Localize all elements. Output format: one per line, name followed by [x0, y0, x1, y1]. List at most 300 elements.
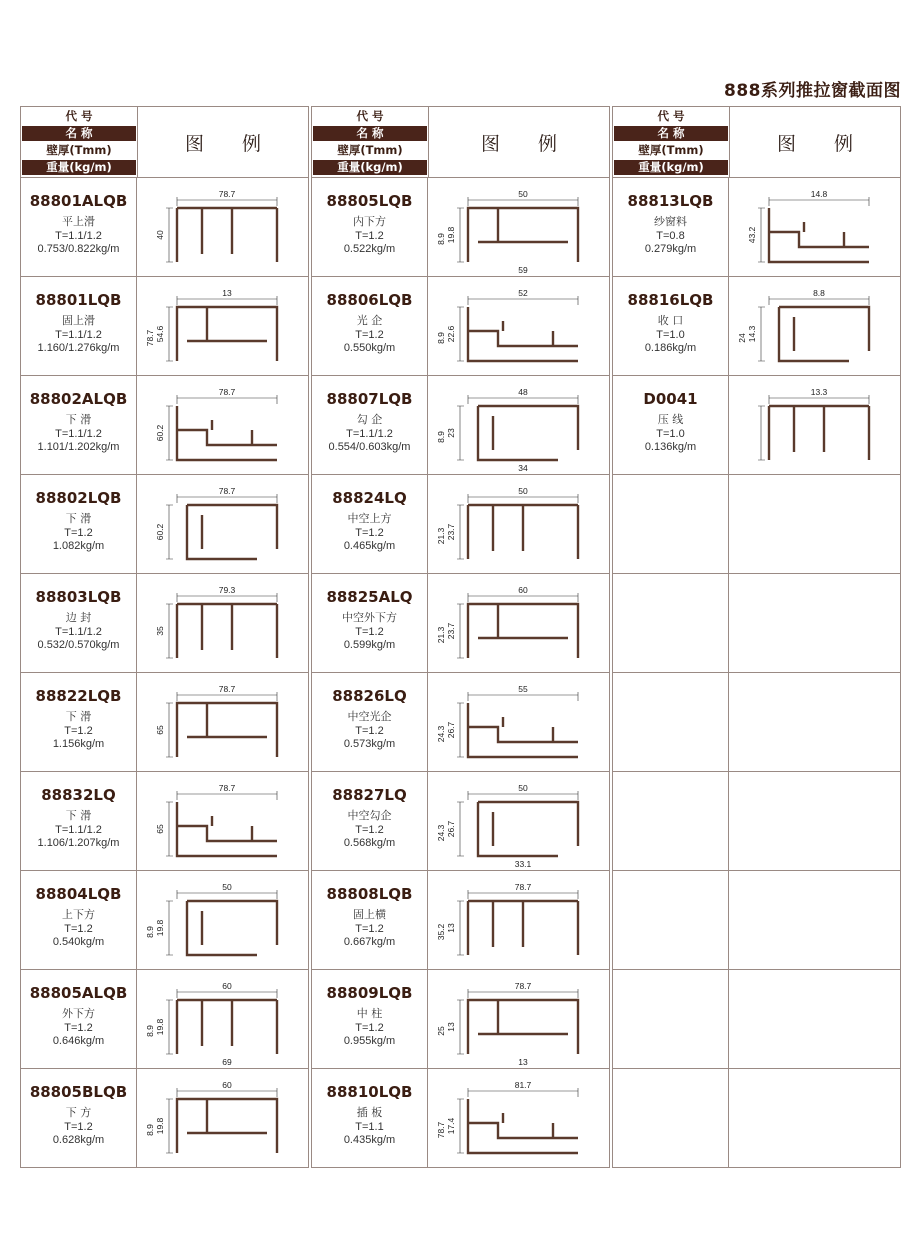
profile-code: 88801LQB — [35, 291, 122, 309]
profile-section-drawing — [137, 475, 307, 573]
profile-name: 平上滑 — [62, 215, 95, 228]
header-labels — [21, 107, 138, 177]
dimension-label: 8.8 — [813, 288, 825, 298]
profile-weight: 0.435kg/m — [343, 1134, 396, 1146]
table-row — [613, 871, 900, 970]
profile-info — [312, 475, 428, 573]
table-row — [613, 178, 900, 277]
header-name: 名 称 — [313, 126, 427, 141]
dimension-label: 78.7 — [218, 387, 236, 397]
dimension-label: 14.3 — [747, 325, 757, 343]
dimension-label: 22.6 — [446, 325, 456, 343]
profile-name: 外下方 — [62, 1007, 95, 1020]
profile-info — [21, 871, 137, 969]
profile-info — [312, 673, 428, 771]
header-weight: 重量(kg/m) — [22, 160, 136, 175]
table-row — [312, 178, 609, 277]
table-row — [21, 376, 308, 475]
dimension-label: 33.1 — [514, 859, 532, 869]
profile-name: 中 柱 — [356, 1007, 383, 1020]
profile-section-drawing — [137, 178, 307, 276]
profile-section-drawing — [729, 1069, 899, 1167]
profile-name: 下 滑 — [65, 710, 92, 723]
dimension-label: 60 — [222, 981, 232, 991]
profile-info — [21, 178, 137, 276]
profile-section-drawing — [137, 574, 307, 672]
profile-section-drawing — [428, 277, 608, 375]
dimension-label: 78.7 — [218, 486, 236, 496]
profile-weight: 0.753/0.822kg/m — [37, 243, 120, 255]
header-code: 代 号 — [22, 109, 136, 124]
profile-section-drawing — [428, 772, 608, 870]
profile-code: 88832LQ — [41, 786, 116, 804]
profile-thickness: T=1.1/1.2 — [55, 230, 102, 242]
header-figure: 图 例 — [776, 132, 870, 155]
profile-name: 固上滑 — [62, 314, 95, 327]
profile-name: 纱窗料 — [654, 215, 687, 228]
profile-weight: 0.554/0.603kg/m — [328, 441, 411, 453]
profile-code: 88807LQB — [326, 390, 413, 408]
profile-section-drawing — [729, 970, 899, 1068]
profile-figure — [729, 1069, 900, 1167]
dimension-label: 60.2 — [155, 424, 165, 442]
profile-section-drawing — [137, 772, 307, 870]
profile-weight: 0.599kg/m — [343, 639, 396, 651]
profile-section-drawing — [137, 871, 307, 969]
table-row — [613, 673, 900, 772]
header-labels — [613, 107, 730, 177]
profile-weight: 0.465kg/m — [343, 540, 396, 552]
profile-thickness: T=1.2 — [355, 1022, 384, 1034]
profile-name: 勾 企 — [356, 413, 383, 426]
profile-info — [21, 970, 137, 1068]
header-figure: 图 例 — [184, 132, 278, 155]
profile-info — [613, 871, 729, 969]
profile-figure — [428, 475, 609, 573]
profile-figure — [729, 475, 900, 573]
dimension-label: 60 — [518, 585, 528, 595]
dimension-label: 8.9 — [436, 431, 446, 443]
profile-code: 88801ALQB — [29, 192, 128, 210]
header-name: 名 称 — [614, 126, 728, 141]
profile-figure — [137, 772, 308, 870]
profile-section-drawing — [729, 673, 899, 771]
profile-info — [613, 772, 729, 870]
table-row — [613, 1069, 900, 1167]
profile-thickness: T=1.1/1.2 — [55, 626, 102, 638]
profile-section-drawing — [428, 871, 608, 969]
table-row — [312, 1069, 609, 1167]
profile-code: 88816LQB — [627, 291, 714, 309]
profile-info — [21, 673, 137, 771]
header-name: 名 称 — [22, 126, 136, 141]
profile-info — [613, 475, 729, 573]
dimension-label: 13 — [446, 923, 456, 933]
profile-section-drawing — [137, 1069, 307, 1167]
profile-weight: 0.955kg/m — [343, 1035, 396, 1047]
profile-weight: 1.101/1.202kg/m — [37, 441, 120, 453]
profile-name: 中空勾企 — [347, 809, 392, 822]
table-row — [312, 673, 609, 772]
profile-weight: 0.573kg/m — [343, 738, 396, 750]
table-row — [312, 871, 609, 970]
profile-name: 中空外下方 — [342, 611, 397, 624]
profile-figure — [729, 871, 900, 969]
profile-info — [613, 178, 729, 276]
dimension-label: 24.3 — [436, 725, 446, 743]
profile-info — [21, 772, 137, 870]
profile-code: 88808LQB — [326, 885, 413, 903]
header-code: 代 号 — [313, 109, 427, 124]
table-row — [613, 970, 900, 1069]
column-header — [312, 107, 609, 178]
dimension-label: 65 — [155, 725, 165, 735]
profile-weight: 0.667kg/m — [343, 936, 396, 948]
header-thickness: 壁厚(Tmm) — [22, 143, 136, 158]
profile-figure — [428, 871, 609, 969]
profile-figure — [729, 178, 900, 276]
dimension-label: 50 — [518, 189, 528, 199]
table-row — [312, 376, 609, 475]
dimension-label: 78.7 — [514, 882, 532, 892]
profile-figure — [137, 475, 308, 573]
profile-info — [21, 376, 137, 474]
dimension-label: 19.8 — [446, 226, 456, 244]
profile-figure — [729, 772, 900, 870]
dimension-label: 55 — [518, 684, 528, 694]
profile-weight: 0.646kg/m — [52, 1035, 105, 1047]
profile-figure — [729, 376, 900, 474]
profile-info — [312, 772, 428, 870]
dimension-label: 50 — [222, 882, 232, 892]
dimension-label: 78.7 — [218, 189, 236, 199]
profile-section-drawing — [729, 871, 899, 969]
profile-info — [21, 277, 137, 375]
profile-info — [312, 970, 428, 1068]
profile-thickness: T=1.1/1.2 — [55, 428, 102, 440]
dimension-label: 25 — [436, 1026, 446, 1036]
profile-section-drawing — [729, 178, 899, 276]
dimension-label: 78.7 — [218, 783, 236, 793]
table-row — [312, 574, 609, 673]
dimension-label: 60 — [222, 1080, 232, 1090]
profile-weight: 0.628kg/m — [52, 1134, 105, 1146]
profile-figure — [137, 277, 308, 375]
profile-section-drawing — [729, 574, 899, 672]
profile-thickness: T=1.2 — [64, 1022, 93, 1034]
dimension-label: 21.3 — [436, 527, 446, 545]
dimension-label: 13 — [222, 288, 232, 298]
dimension-label: 78.7 — [514, 981, 532, 991]
table-row — [21, 277, 308, 376]
dimension-label: 81.7 — [514, 1080, 532, 1090]
profile-figure — [428, 1069, 609, 1167]
profile-thickness: T=1.1/1.2 — [346, 428, 393, 440]
dimension-label: 13 — [446, 1022, 456, 1032]
profile-weight: 1.156kg/m — [52, 738, 105, 750]
profile-thickness: T=1.0 — [656, 329, 685, 341]
profile-thickness: T=1.1/1.2 — [55, 329, 102, 341]
table-row — [21, 1069, 308, 1167]
profile-code: 88810LQB — [326, 1083, 413, 1101]
dimension-label: 35.2 — [436, 923, 446, 941]
profile-code: 88805BLQB — [29, 1083, 128, 1101]
profile-thickness: T=1.2 — [355, 725, 384, 737]
profile-section-drawing — [428, 475, 608, 573]
table-row — [613, 574, 900, 673]
profile-code: 88806LQB — [326, 291, 413, 309]
profile-thickness: T=1.1 — [355, 1121, 384, 1133]
profile-name: 固上横 — [353, 908, 386, 921]
profile-section-drawing — [137, 673, 307, 771]
profile-weight: 0.279kg/m — [644, 243, 697, 255]
profile-weight: 0.532/0.570kg/m — [37, 639, 120, 651]
header-weight: 重量(kg/m) — [313, 160, 427, 175]
profile-name: 内下方 — [353, 215, 386, 228]
table-row — [312, 475, 609, 574]
profile-section-drawing — [428, 673, 608, 771]
profile-info — [312, 376, 428, 474]
profile-thickness: T=1.2 — [355, 329, 384, 341]
header-figure: 图 例 — [480, 132, 574, 155]
dimension-label: 43.2 — [747, 226, 757, 244]
profile-code: 88803LQB — [35, 588, 122, 606]
profile-info — [613, 970, 729, 1068]
profile-info — [613, 673, 729, 771]
profile-section-drawing — [428, 1069, 608, 1167]
column-header — [21, 107, 308, 178]
profile-name: 中空上方 — [347, 512, 392, 525]
dimension-label: 8.9 — [145, 1025, 155, 1037]
dimension-label: 26.7 — [446, 721, 456, 739]
dimension-label: 21.3 — [436, 626, 446, 644]
dimension-label: 14.8 — [810, 189, 828, 199]
dimension-label: 78.7 — [436, 1121, 446, 1139]
profile-thickness: T=1.2 — [355, 824, 384, 836]
profile-figure — [729, 970, 900, 1068]
profile-code: 88802LQB — [35, 489, 122, 507]
profile-name: 收 口 — [657, 314, 684, 327]
dimension-label: 19.8 — [155, 1018, 165, 1036]
profile-figure — [428, 970, 609, 1068]
table-row — [21, 871, 308, 970]
profile-thickness: T=1.2 — [355, 923, 384, 935]
dimension-label: 79.3 — [218, 585, 236, 595]
profile-figure — [428, 178, 609, 276]
profile-code: 88813LQB — [627, 192, 714, 210]
header-thickness: 壁厚(Tmm) — [313, 143, 427, 158]
profile-code: D0041 — [643, 390, 698, 408]
table-row — [613, 277, 900, 376]
dimension-label: 17.4 — [446, 1117, 456, 1135]
dimension-label: 13 — [518, 1057, 528, 1067]
profile-name: 边 封 — [65, 611, 92, 624]
profile-section-drawing — [729, 475, 899, 573]
profile-info — [613, 574, 729, 672]
profile-code: 88822LQB — [35, 687, 122, 705]
dimension-label: 8.9 — [436, 332, 446, 344]
table-row — [312, 277, 609, 376]
table-row — [613, 475, 900, 574]
profile-thickness: T=0.8 — [656, 230, 685, 242]
profile-figure — [729, 574, 900, 672]
profile-thickness: T=1.2 — [64, 1121, 93, 1133]
profile-thickness: T=1.2 — [355, 626, 384, 638]
profile-thickness: T=1.2 — [64, 725, 93, 737]
dimension-label: 59 — [518, 265, 528, 275]
profile-code: 88805ALQB — [29, 984, 128, 1002]
profile-weight: 1.160/1.276kg/m — [37, 342, 120, 354]
profile-name: 下 方 — [65, 1106, 92, 1119]
profile-figure — [428, 277, 609, 375]
profile-code: 88826LQ — [332, 687, 407, 705]
table-row — [21, 673, 308, 772]
table-row — [312, 772, 609, 871]
profile-code: 88825ALQ — [326, 588, 413, 606]
profile-name: 插 板 — [356, 1106, 383, 1119]
dimension-label: 23 — [446, 428, 456, 438]
dimension-label: 78.7 — [145, 329, 155, 347]
profile-name: 下 滑 — [65, 413, 92, 426]
dimension-label: 24 — [737, 333, 747, 343]
profile-code: 88805LQB — [326, 192, 413, 210]
header-labels — [312, 107, 429, 177]
profile-code: 88802ALQB — [29, 390, 128, 408]
column-header — [613, 107, 900, 178]
table-row — [613, 376, 900, 475]
profile-info — [312, 574, 428, 672]
profile-name: 上下方 — [62, 908, 95, 921]
profile-section-drawing — [729, 277, 899, 375]
dimension-label: 54.6 — [155, 325, 165, 343]
dimension-label: 50 — [518, 486, 528, 496]
profile-section-drawing — [137, 970, 307, 1068]
page-title: 888系列推拉窗截面图 — [724, 81, 901, 101]
profile-info — [312, 871, 428, 969]
dimension-label: 23.7 — [446, 622, 456, 640]
dimension-label: 8.9 — [436, 233, 446, 245]
profile-name: 下 滑 — [65, 512, 92, 525]
table-row — [312, 970, 609, 1069]
header-code: 代 号 — [614, 109, 728, 124]
profile-code: 88827LQ — [332, 786, 407, 804]
table-row — [21, 574, 308, 673]
profile-name: 压 线 — [657, 413, 684, 426]
profile-figure — [729, 277, 900, 375]
profile-info — [613, 376, 729, 474]
profile-figure — [137, 376, 308, 474]
profile-code: 88804LQB — [35, 885, 122, 903]
profile-figure — [137, 871, 308, 969]
profile-thickness: T=1.2 — [355, 527, 384, 539]
table-row — [21, 178, 308, 277]
dimension-label: 23.7 — [446, 523, 456, 541]
dimension-label: 40 — [155, 230, 165, 240]
profile-thickness: T=1.2 — [355, 230, 384, 242]
profile-weight: 0.522kg/m — [343, 243, 396, 255]
profile-figure — [137, 1069, 308, 1167]
profile-weight: 0.568kg/m — [343, 837, 396, 849]
profile-thickness: T=1.2 — [64, 527, 93, 539]
profile-section-drawing — [428, 970, 608, 1068]
profile-info — [21, 574, 137, 672]
table-row — [21, 475, 308, 574]
profile-info — [312, 178, 428, 276]
profile-info — [613, 1069, 729, 1167]
dimension-label: 65 — [155, 824, 165, 834]
profile-section-drawing — [729, 376, 899, 474]
profile-info — [613, 277, 729, 375]
profile-name: 光 企 — [356, 314, 383, 327]
dimension-label: 19.8 — [155, 1117, 165, 1135]
dimension-label: 24.3 — [436, 824, 446, 842]
dimension-label: 19.8 — [155, 919, 165, 937]
dimension-label: 52 — [518, 288, 528, 298]
dimension-label: 69 — [222, 1057, 232, 1067]
profile-weight: 0.550kg/m — [343, 342, 396, 354]
profile-thickness: T=1.0 — [656, 428, 685, 440]
profile-figure — [137, 574, 308, 672]
catalog-column — [311, 106, 610, 1168]
profile-name: 中空光企 — [347, 710, 392, 723]
profile-figure — [137, 673, 308, 771]
profile-section-drawing — [428, 178, 608, 276]
profile-section-drawing — [137, 277, 307, 375]
dimension-label: 8.9 — [145, 926, 155, 938]
dimension-label: 13.3 — [810, 387, 828, 397]
profile-figure — [428, 574, 609, 672]
profile-figure — [428, 772, 609, 870]
profile-section-drawing — [137, 376, 307, 474]
profile-section-drawing — [729, 772, 899, 870]
profile-weight: 0.186kg/m — [644, 342, 697, 354]
profile-section-drawing — [428, 376, 608, 474]
profile-name: 下 滑 — [65, 809, 92, 822]
profile-info — [312, 277, 428, 375]
profile-info — [312, 1069, 428, 1167]
profile-figure — [729, 673, 900, 771]
dimension-label: 78.7 — [218, 684, 236, 694]
profile-figure — [428, 376, 609, 474]
profile-figure — [137, 178, 308, 276]
dimension-label: 48 — [518, 387, 528, 397]
profile-thickness: T=1.1/1.2 — [55, 824, 102, 836]
dimension-label: 8.9 — [145, 1124, 155, 1136]
profile-weight: 0.136kg/m — [644, 441, 697, 453]
catalog-column — [612, 106, 901, 1168]
profile-figure — [137, 970, 308, 1068]
profile-weight: 1.106/1.207kg/m — [37, 837, 120, 849]
dimension-label: 26.7 — [446, 820, 456, 838]
table-row — [613, 772, 900, 871]
dimension-label: 50 — [518, 783, 528, 793]
dimension-label: 35 — [155, 626, 165, 636]
profile-info — [21, 1069, 137, 1167]
profile-weight: 0.540kg/m — [52, 936, 105, 948]
dimension-label: 34 — [518, 463, 528, 473]
catalog-column — [20, 106, 309, 1168]
header-thickness: 壁厚(Tmm) — [614, 143, 728, 158]
profile-figure — [428, 673, 609, 771]
table-row — [21, 772, 308, 871]
profile-code: 88824LQ — [332, 489, 407, 507]
dimension-label: 60.2 — [155, 523, 165, 541]
profile-section-drawing — [428, 574, 608, 672]
table-row — [21, 970, 308, 1069]
profile-thickness: T=1.2 — [64, 923, 93, 935]
profile-weight: 1.082kg/m — [52, 540, 105, 552]
header-weight: 重量(kg/m) — [614, 160, 728, 175]
